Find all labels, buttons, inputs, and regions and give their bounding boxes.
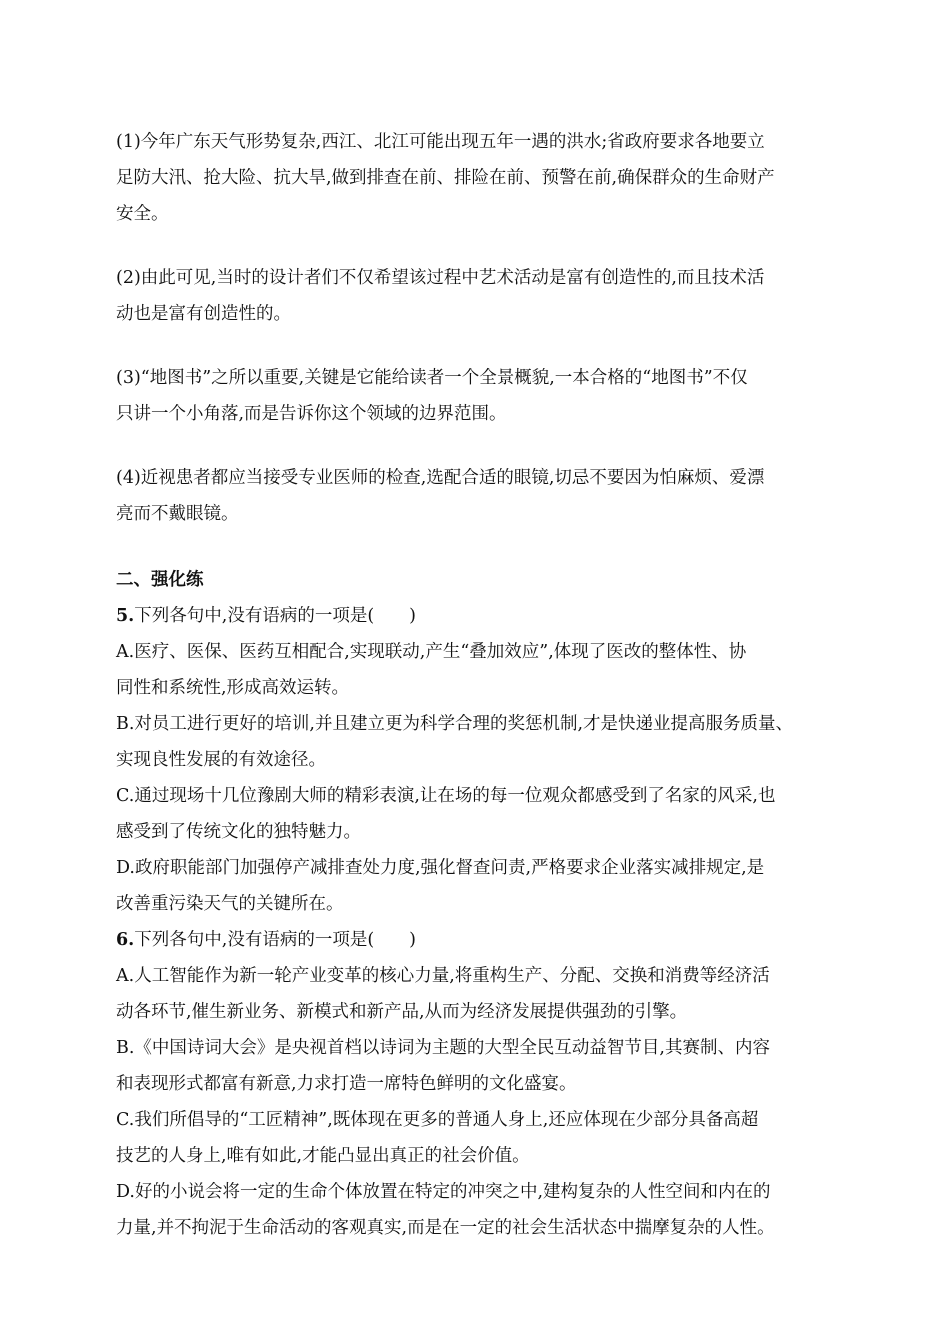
option-a-line-1: A.人工智能作为新一轮产业变革的核心力量,将重构生产、分配、交换和消费等经济活 — [116, 966, 770, 986]
option-c-line-1: C.通过现场十几位豫剧大师的精彩表演,让在场的每一位观众都感受到了名家的风采,也 — [116, 786, 776, 806]
option-d-line-1: D.好的小说会将一定的生命个体放置在特定的冲突之中,建构复杂的人性空间和内在的 — [116, 1182, 771, 1202]
text-line: (3)“地图书”之所以重要,关键是它能给读者一个全景概貌,一本合格的“地图书”不仅 — [116, 368, 748, 388]
sentence-item-3 — [116, 360, 846, 432]
option-c-line-2: 技艺的人身上,唯有如此,才能凸显出真正的社会价值。 — [116, 1146, 530, 1166]
text-line: 亮而不戴眼镜。 — [116, 504, 239, 524]
text-line: 足防大汛、抢大险、抗大旱,做到排查在前、排险在前、预警在前,确保群众的生命财产 — [116, 168, 775, 188]
option-b-line-1: B.《中国诗词大会》是央视首档以诗词为主题的大型全民互动益智节目,其赛制、内容 — [116, 1038, 770, 1058]
option-a-line-2: 动各环节,催生新业务、新模式和新产品,从而为经济发展提供强劲的引擎。 — [116, 1002, 688, 1022]
sentence-item-4 — [116, 460, 846, 532]
question-stem — [116, 922, 846, 958]
text-line: (1)今年广东天气形势复杂,西江、北江可能出现五年一遇的洪水;省政府要求各地要立 — [116, 132, 765, 152]
option-a-line-1: A.医疗、医保、医药互相配合,实现联动,产生“叠加效应”,体现了医改的整体性、协 — [116, 642, 747, 662]
option-d-line-2: 改善重污染天气的关键所在。 — [116, 894, 344, 914]
question-text: 下列各句中,没有语病的一项是( ) — [134, 606, 416, 626]
option-b-line-2: 和表现形式都富有新意,力求打造一席特色鲜明的文化盛宴。 — [116, 1074, 577, 1094]
section-title: 二、强化练 — [116, 570, 204, 590]
question-number: 5. — [116, 606, 135, 626]
text-line: (4)近视患者都应当接受专业医师的检查,选配合适的眼镜,切忌不要因为怕麻烦、爱漂 — [116, 468, 765, 488]
option-c-line-2: 感受到了传统文化的独特魅力。 — [116, 822, 361, 842]
option-d-line-2: 力量,并不拘泥于生命活动的客观真实,而是在一定的社会生活状态中揣摩复杂的人性。 — [116, 1218, 775, 1238]
question-stem — [116, 598, 846, 634]
question-number: 6. — [116, 930, 135, 950]
option-b-line-1: B.对员工进行更好的培训,并且建立更为科学合理的奖惩机制,才是快递业提高服务质量、 — [116, 714, 794, 734]
text-line: (2)由此可见,当时的设计者们不仅希望该过程中艺术活动是富有创造性的,而且技术活 — [116, 268, 765, 288]
option-a-line-2: 同性和系统性,形成高效运转。 — [116, 678, 350, 698]
text-line: 只讲一个小角落,而是告诉你这个领域的边界范围。 — [116, 404, 507, 424]
text-line: 动也是富有创造性的。 — [116, 304, 291, 324]
sentence-item-1 — [116, 124, 846, 232]
sentence-item-2 — [116, 260, 846, 332]
option-b-line-2: 实现良性发展的有效途径。 — [116, 750, 326, 770]
practice-section — [116, 562, 846, 1246]
option-c-line-1: C.我们所倡导的“工匠精神”,既体现在更多的普通人身上,还应体现在少部分具备高超 — [116, 1110, 759, 1130]
text-line: 安全。 — [116, 204, 169, 224]
option-d-line-1: D.政府职能部门加强停产减排查处力度,强化督查问责,严格要求企业落实减排规定,是 — [116, 858, 765, 878]
question-text: 下列各句中,没有语病的一项是( ) — [134, 930, 416, 950]
